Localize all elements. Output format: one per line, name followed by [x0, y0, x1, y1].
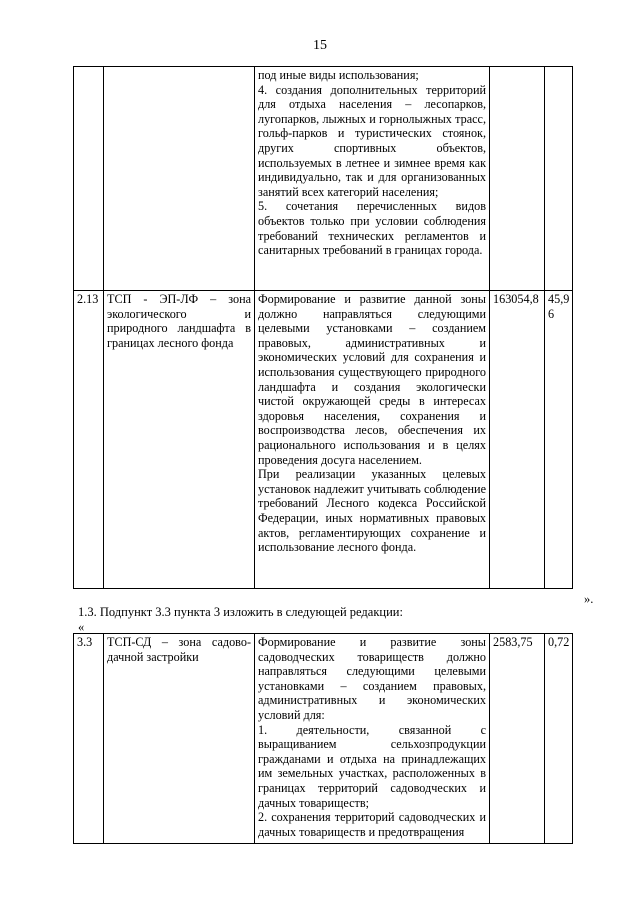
cell-number: 2.13 [74, 291, 104, 589]
cell-description-continued [255, 67, 490, 291]
cell-zone-name: ТСП-СД – зона садово-дачной застройки [104, 634, 255, 844]
description-item-2: 2. сохранения территорий садоводческих и дачных товариществ и предотвращения [258, 810, 486, 839]
cell-name-empty [104, 67, 255, 291]
amendment-instruction: 1.3. Подпункт 3.3 пункта 3 изложить в следующей редакции: [78, 605, 403, 619]
cell-description [255, 291, 490, 589]
table-row-continuation [74, 67, 573, 291]
cell-area: 2583,75 [490, 634, 545, 844]
cell-number-empty [74, 67, 104, 291]
cell-percent: 0,72 [545, 634, 573, 844]
description-line: под иные виды использования; [258, 68, 419, 82]
cell-number: 3.3 [74, 634, 104, 844]
cell-zone-name: ТСП - ЭП-ЛФ – зона экологического и природного ландшафта в границах лесного фонда [104, 291, 255, 589]
page-number: 15 [313, 38, 327, 53]
zones-table-continued [73, 66, 573, 589]
table-row-3-3 [74, 634, 573, 844]
cell-area-empty [490, 67, 545, 291]
description-item-5: 5. сочетания перечисленных видов объектов только при условии соблюдения требований технических регламентов и санитарных требований в границах города. [258, 199, 486, 258]
description-item-1: 1. деятельности, связанной с выращиванием сельхозпродукции гражданами и отдыха на принадлежащих им земельных участках, расположенных в границах территорий садоводческих и дачных товариществ; [258, 722, 486, 810]
description-paragraph: Формирование и развитие данной зоны должно направляться следующими целевыми установками – созданием правовых, административных и экономических условий для сохранения и использования существующего природного ландшафта и создания экологически чистой окружающей среды в интересах здоровья населения, сохранения и воспроизводства лесов, обеспечения их рационального использования и в целях проведения досуга населением. [258, 292, 486, 467]
table-row-2-13 [74, 291, 573, 589]
cell-percent: 45,9 6 [545, 291, 573, 589]
opening-quote: « [78, 620, 85, 634]
description-item-4: 4. создания дополнительных территорий для отдыха населения – лесопарков, лугопарков, лыжных и горнолыжных трасс, гольф-парков и туристических стоянок, других спортивных объектов, используемых в летнее и зимнее время как индивидуально, так и для организованных занятий всех категорий населения; [258, 82, 486, 199]
cell-area: 163054,8 [490, 291, 545, 589]
description-paragraph: Формирование и развитие зоны садоводческих товариществ должно направляться следующими целевыми установками – созданием правовых, административных и экономических условий для: [258, 635, 486, 722]
zones-table-new [73, 633, 573, 844]
cell-description [255, 634, 490, 844]
cell-percent-empty [545, 67, 573, 291]
description-paragraph: При реализации указанных целевых установок надлежит учитывать соблюдение требований Лесного кодекса Российской Федерации, иных нормативных правовых актов, регламентирующих сохранение и использование лесного фонда. [258, 467, 486, 555]
closing-quote: ». [584, 592, 594, 606]
